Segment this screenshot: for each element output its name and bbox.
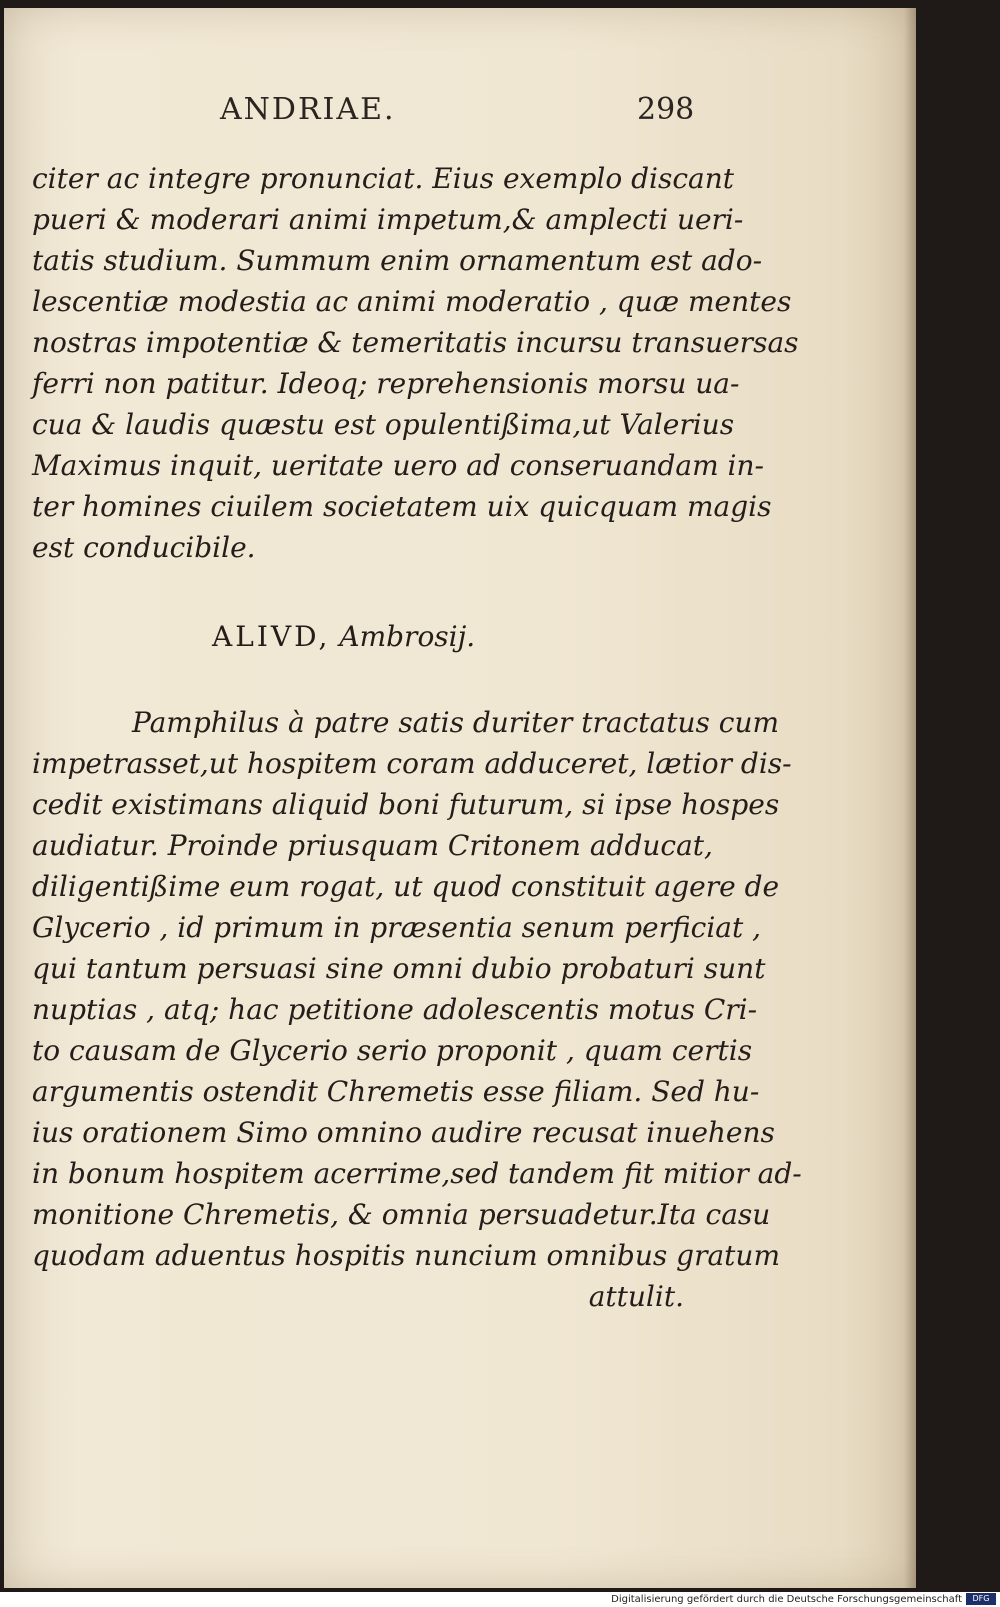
text-line: diligentißime eum rogat, ut quod constituit agere de bbox=[32, 870, 780, 903]
page-edge-shadow bbox=[904, 8, 916, 1588]
digitization-credit: Digitalisierung gefördert durch die Deutsche Forschungsgemeinschaft bbox=[611, 1594, 962, 1605]
text-line: cua & laudis quæstu est opulentißima,ut Valerius bbox=[32, 408, 735, 441]
section-heading-italic: Ambrosij. bbox=[339, 620, 476, 653]
text-line: cedit existimans aliquid boni futurum, si ipse hospes bbox=[32, 788, 780, 821]
text-line: ius orationem Simo omnino audire recusat inuehens bbox=[32, 1116, 775, 1149]
text-line: nuptias , atq; hac petitione adolescentis motus Cri- bbox=[32, 993, 758, 1026]
text-line: to causam de Glycerio serio proponit , quam certis bbox=[32, 1034, 753, 1067]
text-line: tatis studium. Summum enim ornamentum est ado- bbox=[32, 244, 763, 277]
text-line: pueri & moderari animi impetum,& amplecti ueri- bbox=[32, 203, 744, 236]
page-number: 298 bbox=[637, 92, 695, 127]
text-line: quodam aduentus hospitis nuncium omnibus gratum bbox=[32, 1239, 780, 1272]
text-line: lescentiæ modestia ac animi moderatio , quæ mentes bbox=[32, 285, 792, 318]
text-line: Glycerio , id primum in præsentia senum perficiat , bbox=[32, 911, 762, 944]
section-heading-caps: ALIVD, bbox=[212, 620, 331, 653]
text-line: qui tantum persuasi sine omni dubio probaturi sunt bbox=[32, 952, 766, 985]
section-heading bbox=[212, 620, 475, 653]
text-line: ter homines ciuilem societatem uix quicquam magis bbox=[32, 490, 772, 523]
text-line: in bonum hospitem acerrime,sed tandem fit mitior ad- bbox=[32, 1157, 802, 1190]
running-head: ANDRIAE. bbox=[220, 92, 396, 127]
dfg-logo: DFG bbox=[966, 1593, 996, 1605]
text-line: monitione Chremetis, & omnia persuadetur.Ita casu bbox=[32, 1198, 771, 1231]
text-line: citer ac integre pronunciat. Eius exemplo discant bbox=[32, 162, 734, 195]
paragraph-2 bbox=[32, 702, 802, 1317]
text-line: audiatur. Proinde priusquam Critonem adducat, bbox=[32, 829, 713, 862]
text-line: Maximus inquit, ueritate uero ad conseruandam in- bbox=[32, 449, 764, 482]
text-line: argumentis ostendit Chremetis esse filiam. Sed hu- bbox=[32, 1075, 760, 1108]
text-line: nostras impotentiæ & temeritatis incursu transuersas bbox=[32, 326, 799, 359]
text-line: attulit. bbox=[588, 1280, 684, 1313]
text-line: est conducibile. bbox=[32, 531, 256, 564]
text-line: impetrasset,ut hospitem coram adduceret, lætior dis- bbox=[32, 747, 792, 780]
text-line: Pamphilus à patre satis duriter tractatus cum bbox=[132, 706, 780, 739]
text-line: ferri non patitur. Ideoq; reprehensionis morsu ua- bbox=[32, 367, 740, 400]
paragraph-1 bbox=[32, 158, 799, 568]
